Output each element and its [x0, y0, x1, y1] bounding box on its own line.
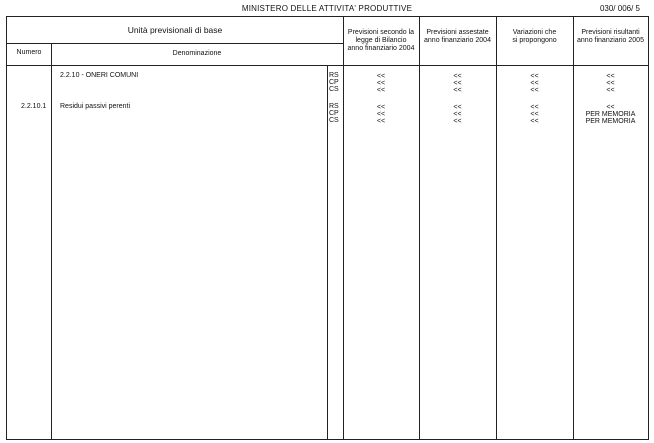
col-header-numero: Numero	[16, 49, 42, 56]
group-title: Unità previsionali di base	[127, 25, 223, 35]
page-reference: 030/ 006/ 5	[599, 4, 640, 13]
row-col1-values: << << <<	[376, 73, 386, 94]
col-header-variazioni: Variazioni che si propongono	[512, 29, 557, 44]
row-col3-values: << << <<	[530, 73, 539, 94]
row-denominazione: 2.2.10 - ONERI COMUNI	[60, 72, 139, 79]
divider-group-title	[7, 43, 343, 44]
row-types: RS CP CS	[329, 103, 339, 124]
divider-numero	[51, 43, 52, 439]
row-col3-values: << << <<	[530, 104, 539, 125]
ministry-title: MINISTERO DELLE ATTIVITA' PRODUTTIVE	[241, 4, 413, 13]
row-col4-values: << << <<	[606, 73, 615, 94]
row-col4-values: << PER MEMORIA PER MEMORIA	[585, 104, 636, 125]
row-col2-values: << << <<	[453, 73, 462, 94]
col-header-previsioni-risultanti: Previsioni risultanti anno finanziario 2005	[577, 29, 644, 44]
row-numero: 2.2.10.1	[21, 103, 47, 110]
row-col1-values: << << <<	[376, 104, 386, 125]
budget-table	[6, 16, 649, 440]
divider-type	[327, 65, 328, 439]
row-types: RS CP CS	[329, 72, 339, 93]
divider-header	[7, 65, 648, 66]
row-col2-values: << << <<	[453, 104, 462, 125]
col-header-previsioni-assestate: Previsioni assestate anno finanziario 2004	[424, 29, 491, 44]
col-header-previsioni-legge: Previsioni secondo la legge di Bilancio anno finanziario 2004	[347, 29, 415, 52]
col-header-denominazione: Denominazione	[172, 50, 222, 57]
row-denominazione: Residui passivi perenti	[60, 103, 131, 110]
